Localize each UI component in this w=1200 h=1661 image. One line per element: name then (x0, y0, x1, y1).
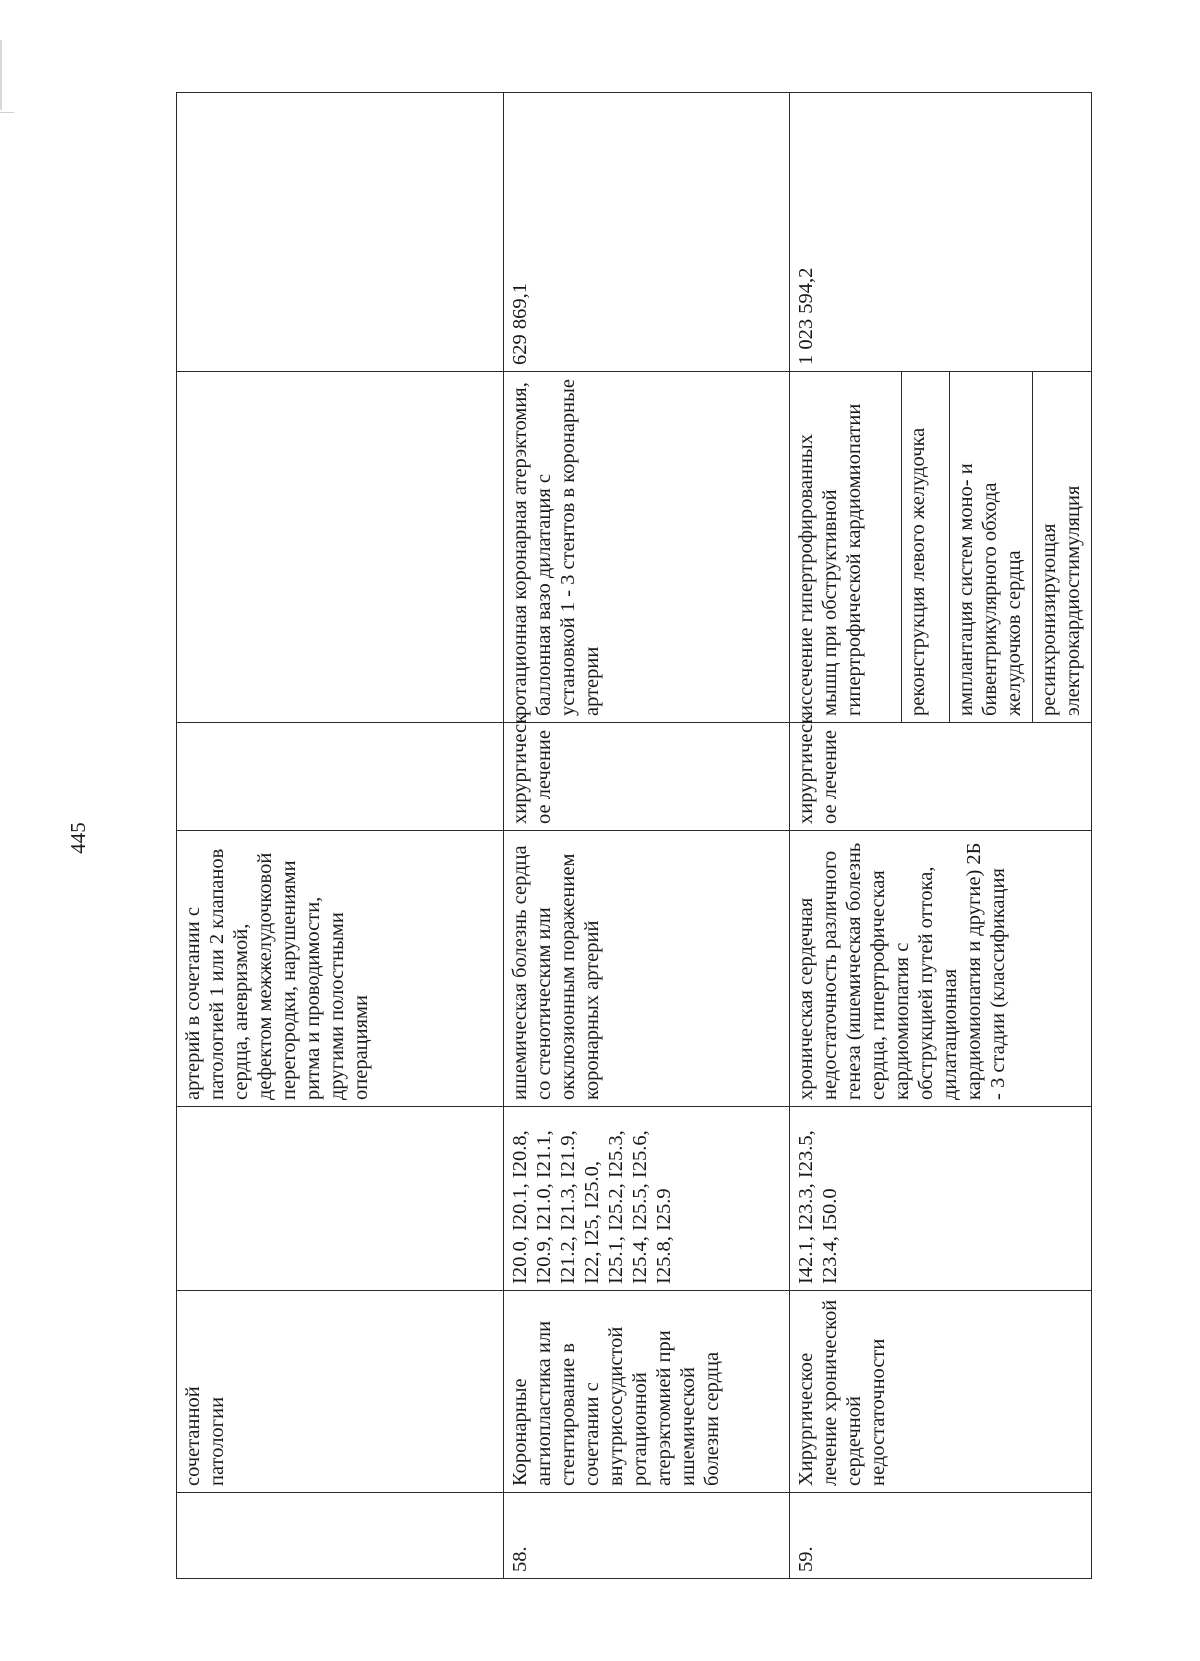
cell-number (177, 1493, 504, 1579)
rotated-table-container (176, 93, 1084, 1579)
cell-service-name: Хирургическое лечение хронической сердечной недостаточности (790, 1291, 1092, 1493)
cell-treatment-method: ротационная коронарная атерэктомия, баллонная вазо дилатация с установкой 1 - 3 стентов в коронарные артерии (504, 372, 790, 723)
table-row (790, 93, 902, 1579)
cell-treatment-type (177, 723, 504, 831)
cell-cost: 1 023 594,2 (790, 93, 1092, 372)
cell-treatment-method: ресинхронизирующая электрокардиостимуляция (1032, 372, 1091, 723)
table-row (177, 93, 504, 1579)
cell-disease-model: артерий в сочетании с патологией 1 или 2 клапанов сердца, аневризмой, дефектом межжелудочковой перегородки, нарушениями ритма и проводимости, другими полостными операциями (177, 831, 504, 1107)
cell-number: 58. (504, 1493, 790, 1579)
cell-treatment-method: имплантация систем моно- и бивентрикулярного обхода желудочков сердца (950, 372, 1033, 723)
cell-icd-codes: I42.1, I23.3, I23.5, I23.4, I50.0 (790, 1107, 1092, 1291)
cell-icd-codes: I20.0, I20.1, I20.8, I20.9, I21.0, I21.1, I21.2, I21.3, I21.9, I22, I25, I25.0, I25.1, I25.2, I25.3, I25.4, I25.5, I25.6, I25.8, I25.9 (504, 1107, 790, 1291)
cell-disease-model: ишемическая болезнь сердца со стенотическим или окклюзионным поражением коронарных артерий (504, 831, 790, 1107)
table-row (504, 93, 790, 1579)
cell-treatment-method: иссечение гипертрофированных мышц при обструктивной гипертрофической кардиомиопатии (790, 372, 902, 723)
cell-icd-codes (177, 1107, 504, 1291)
cell-treatment-method (177, 372, 504, 723)
page-number: 445 (66, 822, 90, 854)
scan-edge-tick (0, 112, 14, 113)
cell-cost: 629 869,1 (504, 93, 790, 372)
cell-service-name: Коронарные ангиопластика или стентирование в сочетании с внутрисосудистой ротационной атерэктомией при ишемической болезни сердца (504, 1291, 790, 1493)
cell-cost (177, 93, 504, 372)
table-frame (176, 93, 1084, 1579)
cell-treatment-method: реконструкция левого желудочка (902, 372, 950, 723)
cell-disease-model: хроническая сердечная недостаточность различного генеза (ишемическая болезнь сердца, гипертрофическая кардиомиопатия с обструкцией путей оттока, дилатационная кардиомиопатия и другие) 2Б - 3 стадии (классификация (790, 831, 1092, 1107)
medical-services-table (176, 92, 1092, 1579)
cell-treatment-type: хирургическ ое лечение (790, 723, 1092, 831)
cell-service-name: сочетанной патологии (177, 1291, 504, 1493)
cell-treatment-type: хирургическ ое лечение (504, 723, 790, 831)
scan-edge-mark (0, 40, 2, 110)
cell-number: 59. (790, 1493, 1092, 1579)
